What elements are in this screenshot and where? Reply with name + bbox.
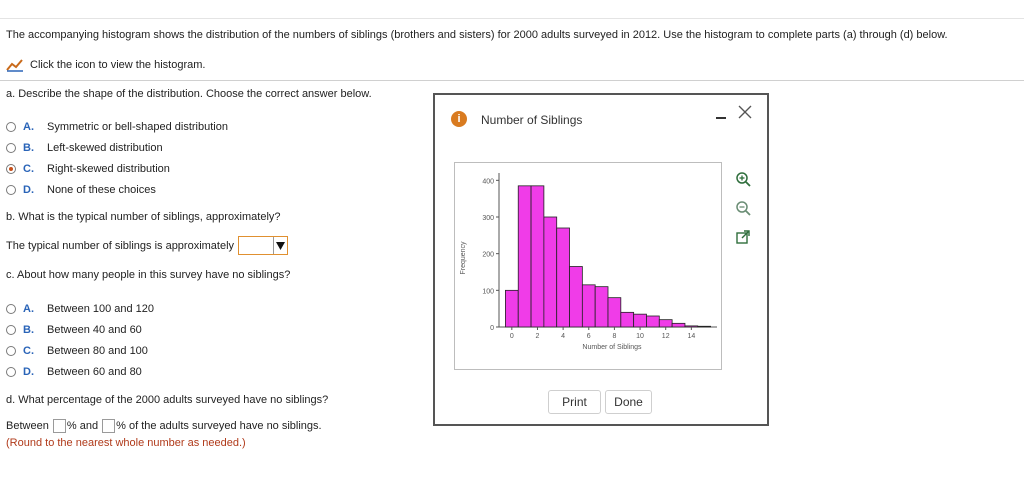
close-icon[interactable] [737,104,753,120]
percent-low-input[interactable] [53,419,66,433]
y-tick-label: 400 [482,178,494,186]
dropdown-arrow-icon[interactable] [273,237,287,254]
histogram-bar [582,285,595,327]
radio-c-B[interactable] [6,325,16,335]
option-c-D[interactable] [6,366,142,378]
y-tick-label: 300 [482,215,494,222]
histogram-popup [433,93,769,426]
info-icon: i [451,111,467,127]
y-axis-label: Frequency [460,241,467,275]
radio-a-D[interactable] [6,185,16,195]
between-label: Between [6,419,49,432]
y-tick-label: 100 [482,288,494,296]
section-divider [0,80,1024,81]
histogram-bar [570,267,583,328]
histogram-bar [621,312,634,327]
histogram-bar [646,316,659,327]
histogram-bar [685,326,698,327]
view-histogram-link[interactable] [6,55,205,75]
histogram-bar [505,290,518,327]
x-tick-label: 6 [586,333,591,340]
option-text: Symmetric or bell-shaped distribution [47,121,228,133]
zoom-in-icon[interactable] [735,171,751,187]
histogram-bar [698,326,711,327]
chart-icon[interactable] [6,58,24,72]
radio-c-A[interactable] [6,304,16,314]
option-text: Between 80 and 100 [47,345,148,357]
y-tick-label: 0 [490,325,494,332]
option-letter: C. [23,163,34,175]
radio-c-D[interactable] [6,367,16,377]
option-letter: B. [23,142,34,154]
option-c-A[interactable] [6,303,154,315]
option-a-B[interactable] [6,142,163,154]
x-tick-label: 0 [509,333,514,340]
histogram-bar [672,323,685,327]
x-tick-label: 4 [561,333,566,340]
minimize-icon[interactable] [716,117,726,119]
x-tick-label: 14 [687,333,696,340]
percent-high-input[interactable] [102,419,115,433]
histogram-bar [531,186,544,327]
option-text: Left-skewed distribution [47,142,163,154]
option-a-C[interactable] [6,163,170,175]
x-tick-label: 2 [535,333,540,340]
option-c-C[interactable] [6,345,148,357]
option-letter: D. [23,366,34,378]
question-d: d. What percentage of the 2000 adults surveyed have no siblings? [6,394,329,406]
radio-a-B[interactable] [6,143,16,153]
answer-b-prefix: The typical number of siblings is approximately [6,240,235,252]
histogram-bar [518,186,531,327]
option-c-B[interactable] [6,324,142,336]
intro-text: The accompanying histogram shows the distribution of the numbers of siblings (brothers and sisters) for 2000 adults surveyed in 2012. Use the histogram to complete parts (a) through (d) below. [6,29,948,41]
radio-c-C[interactable] [6,346,16,356]
question-b: b. What is the typical number of siblings, approximately? [6,211,281,223]
option-letter: A. [23,121,34,133]
histogram-chart [455,163,721,369]
answer-d-row [6,419,322,433]
x-axis-label: Number of Siblings [582,344,642,351]
and-label: % and [66,419,99,432]
option-letter: C. [23,345,34,357]
radio-a-C[interactable] [6,164,16,174]
radio-a-A[interactable] [6,122,16,132]
x-tick-label: 10 [636,333,644,340]
open-external-icon[interactable] [735,229,751,245]
option-letter: D. [23,184,34,196]
top-divider [0,18,1024,19]
suffix-label: % of the adults surveyed have no siblings. [116,419,322,432]
x-tick-label: 12 [661,333,670,340]
question-a: a. Describe the shape of the distribution. Choose the correct answer below. [6,88,372,100]
option-text: Between 40 and 60 [47,324,142,336]
print-button[interactable]: Print [548,390,601,414]
popup-title: Number of Siblings [481,113,583,127]
zoom-out-icon[interactable] [735,200,751,216]
option-text: None of these choices [47,184,156,196]
option-text: Between 100 and 120 [47,303,155,315]
histogram-bar [608,298,621,327]
option-letter: B. [23,324,34,336]
option-letter: A. [23,303,34,315]
question-c: c. About how many people in this survey have no siblings? [6,269,291,281]
view-link-text[interactable]: Click the icon to view the histogram. [30,59,206,71]
histogram-bar [595,287,608,327]
x-tick-label: 8 [612,333,617,340]
option-text: Between 60 and 80 [47,366,142,378]
histogram-frame [454,162,722,370]
option-a-A[interactable] [6,121,228,133]
y-tick-label: 200 [482,251,494,259]
option-a-D[interactable] [6,184,156,196]
done-button[interactable]: Done [605,390,652,414]
rounding-hint: (Round to the nearest whole number as needed.) [6,437,246,449]
siblings-dropdown[interactable] [238,236,288,255]
histogram-bar [557,228,570,327]
option-text: Right-skewed distribution [47,163,170,175]
histogram-bar [659,320,672,327]
histogram-bar [544,217,557,327]
histogram-bar [634,314,647,327]
